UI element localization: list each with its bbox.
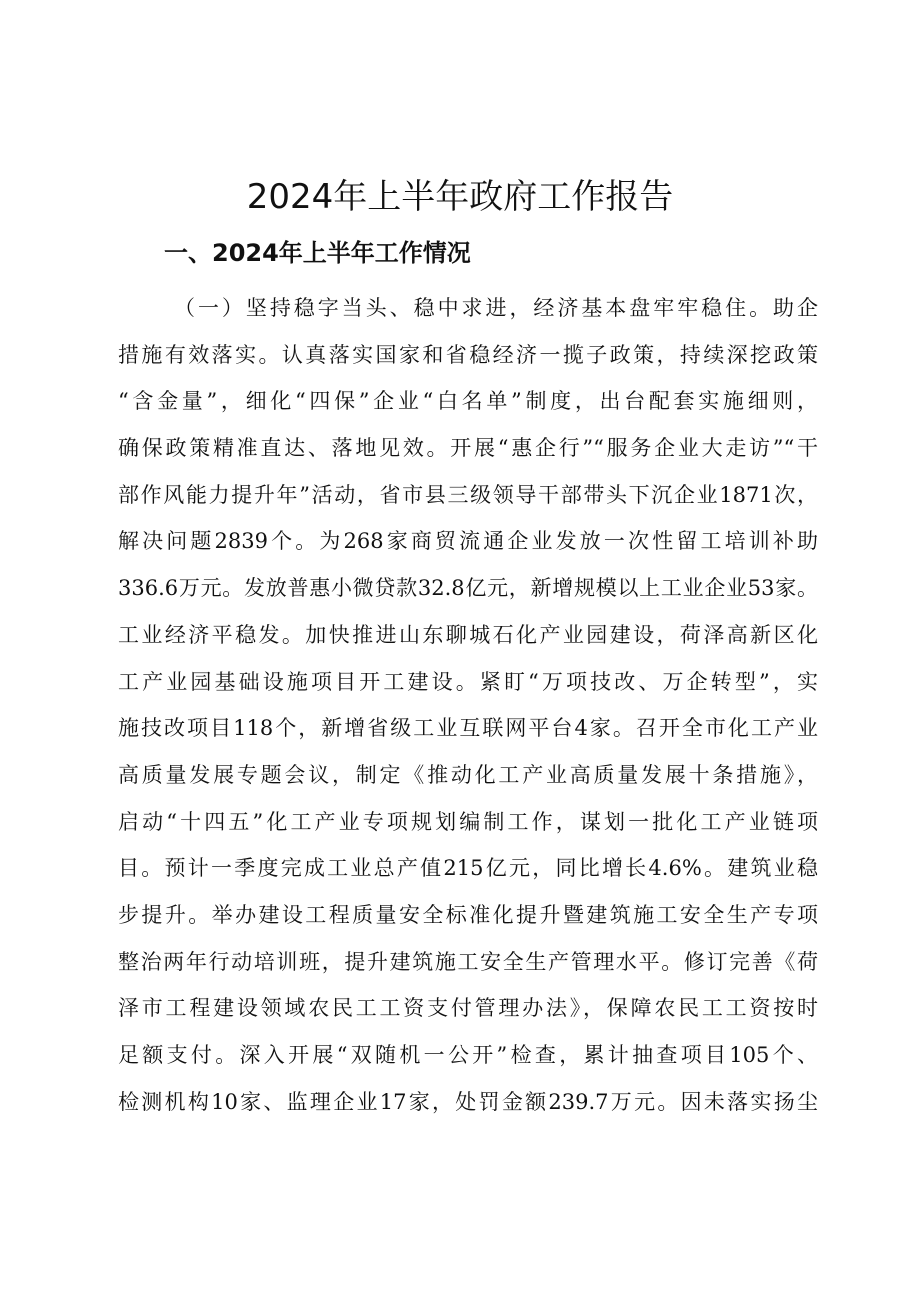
paragraph-line: 检测机构10家、监理企业17家，处罚金额239.7万元。因未落实扬尘 (118, 1089, 818, 1114)
paragraph-line: 工产业园基础设施项目开工建设。紧盯“万项技改、万企转型”，实 (118, 669, 818, 694)
paragraph-line: 整治两年行动培训班，提升建筑施工安全生产管理水平。修订完善《荷 (118, 949, 818, 974)
section-heading: 一、2024年上半年工作情况 (164, 239, 471, 267)
paragraph-line: 目。预计一季度完成工业总产值215亿元，同比增长4.6%。建筑业稳 (118, 856, 818, 881)
paragraph-line: 泽市工程建设领域农民工工资支付管理办法》，保障农民工工资按时 (118, 996, 818, 1021)
paragraph-line: 解决问题2839个。为268家商贸流通企业发放一次性留工培训补助 (118, 529, 818, 554)
paragraph-line: 步提升。举办建设工程质量安全标准化提升暨建筑施工安全生产专项 (118, 902, 818, 927)
paragraph-line: 高质量发展专题会议，制定《推动化工产业高质量发展十条措施》， (118, 762, 818, 787)
paragraph-line: 措施有效落实。认真落实国家和省稳经济一揽子政策，持续深挖政策 (118, 342, 818, 367)
paragraph-line: 启动“十四五”化工产业专项规划编制工作，谋划一批化工产业链项 (118, 809, 818, 834)
paragraph-line: 部作风能力提升年”活动，省市县三级领导干部带头下沉企业1871次， (118, 482, 818, 507)
document-title: 2024年上半年政府工作报告 (246, 177, 674, 217)
paragraph-line: （一）坚持稳字当头、稳中求进，经济基本盘牢牢稳住。助企 (174, 296, 818, 320)
paragraph-line: 确保政策精准直达、落地见效。开展“惠企行”“服务企业大走访”“干 (118, 436, 818, 461)
paragraph-line: 工业经济平稳发。加快推进山东聊城石化产业园建设，荷泽高新区化 (118, 622, 818, 647)
paragraph-line: 足额支付。深入开展“双随机一公开”检查，累计抽查项目105个、 (118, 1043, 818, 1067)
body-paragraph (118, 285, 818, 1125)
paragraph-line: “含金量”，细化“四保”企业“白名单”制度，出台配套实施细则， (118, 389, 818, 414)
paragraph-line: 施技改项目118个，新增省级工业互联网平台4家。召开全市化工产业 (118, 716, 818, 741)
paragraph-line: 336.6万元。发放普惠小微贷款32.8亿元，新增规模以上工业企业53家。 (118, 576, 818, 601)
